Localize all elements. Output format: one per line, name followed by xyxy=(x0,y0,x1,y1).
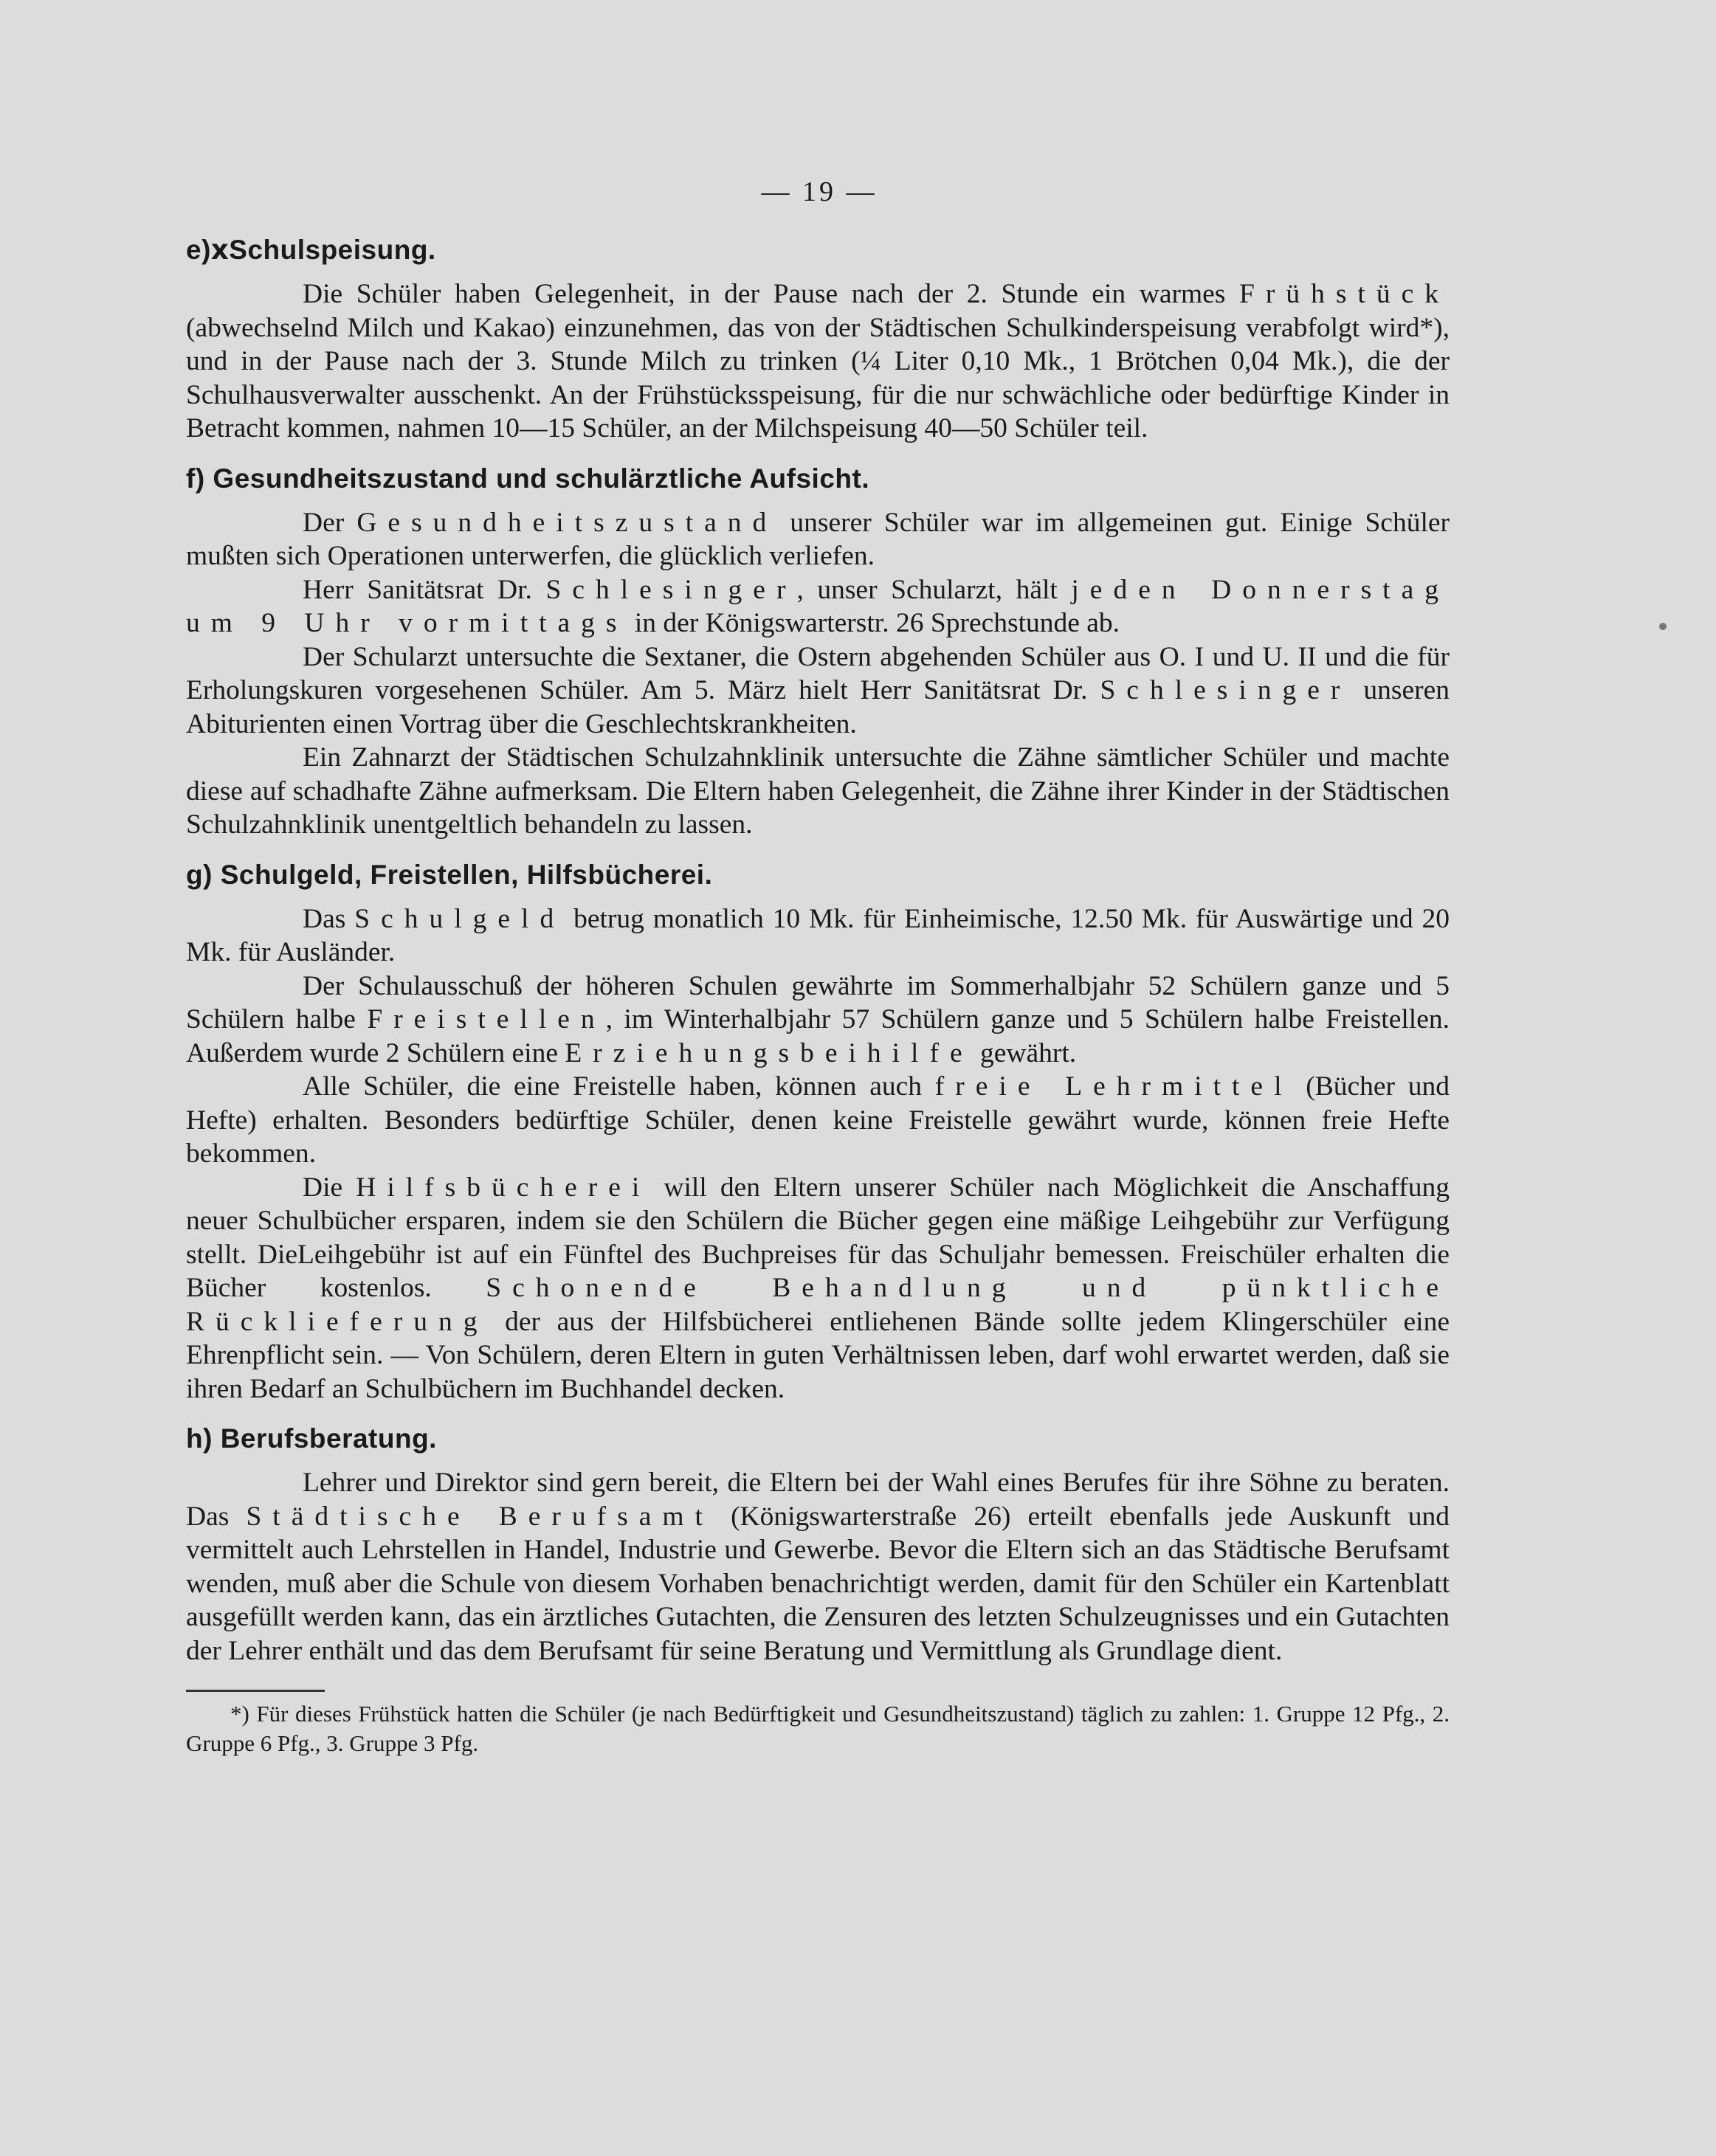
paragraph: Der Schulausschuß der höheren Schulen gewährte im Sommerhalbjahr 52 Schülern ganze und 5 Schülern halbe Freistellen, im Winterhalbjahr 57 Schülern ganze und 5 Schülern halbe Freistellen. Außerdem wurde 2 Schülern eine Erziehungsbeihilfe gewährt. xyxy=(186,970,1450,1068)
section-f xyxy=(186,459,1450,842)
paragraph: Lehrer und Direktor sind gern bereit, die Eltern bei der Wahl eines Berufes für ihre Söhne zu beraten. Das Städtische Berufsamt (Königswarterstraße 26) erteilt ebenfalls jede Auskunft und vermittelt auch Lehrstellen in Handel, Industrie und Gewerbe. Bevor die Eltern sich an das Städtische Berufsamt wenden, muß aber die Schule von diesem Vorhaben benachrichtigt werden, damit für den Schüler ein Kartenblatt ausgefüllt werden kann, das ein ärztliches Gutachten, die Zensuren des letzten Schulzeugnisses und ein Gutachten der Lehrer enthält und das dem Berufsamt für seine Beratung und Vermittlung als Grundlage dient. xyxy=(186,1468,1450,1666)
section-heading: f) Gesundheitszustand und schulärztliche Aufsicht. xyxy=(186,463,870,494)
footnote-rule xyxy=(186,1690,325,1692)
paragraph: Das Schulgeld betrug monatlich 10 Mk. für Einheimische, 12.50 Mk. für Auswärtige und 20 Mk. für Ausländer. xyxy=(186,903,1450,967)
spaced-emphasis: freie Lehrmittel xyxy=(934,1071,1293,1102)
paragraph: Ein Zahnarzt der Städtischen Schulzahnklinik untersuchte die Zähne sämtlicher Schüler und machte diese auf schadhafte Zähne aufmerksam. Die Eltern haben Gelegenheit, die Zähne ihrer Kinder in der Städtischen Schulzahnklinik unentgeltlich behandeln zu lassen. xyxy=(186,742,1450,840)
section-e xyxy=(186,230,1450,446)
footnote: *) Für dieses Frühstück hatten die Schüler (je nach Bedürftigkeit und Gesundheitszustand) täglich zu zahlen: 1. Gruppe 12 Pfg., 2. Gruppe 6 Pfg., 3. Gruppe 3 Pfg. xyxy=(186,1701,1450,1756)
section-heading: h) Berufsberatung. xyxy=(186,1423,437,1454)
spaced-emphasis: jeden Donnerstag um 9 Uhr vormittags xyxy=(186,574,1450,638)
section-heading: g) Schulgeld, Freistellen, Hilfsbücherei. xyxy=(186,859,713,890)
paragraph: Der Gesundheitszustand unserer Schüler war im allgemeinen gut. Einige Schüler mußten sich Operationen unterwerfen, die glücklich verliefen. xyxy=(186,507,1450,571)
spaced-emphasis: Erziehungsbeihilfe xyxy=(565,1037,974,1068)
spaced-emphasis: Schulgeld xyxy=(354,903,565,934)
paragraph: Die Hilfsbücherei will den Eltern unserer Schüler nach Möglichkeit die Anschaffung neuer Schulbücher ersparen, indem sie den Schülern die Bücher gegen eine mäßige Leihgebühr zur Verfügung stellt. DieLeihgebühr ist auf ein Fünftel des Buchpreises für das Schuljahr bemessen. Freischüler erhalten die Bücher kostenlos. Schonende Behandlung und pünktliche Rücklieferung der aus der Hilfsbücherei entliehenen Bände sollte jedem Klingerschüler eine Ehrenpflicht sein. — Von Schülern, deren Eltern in guten Verhältnissen leben, darf wohl erwartet werden, daß sie ihren Bedarf an Schulbüchern im Buchhandel decken. xyxy=(186,1172,1450,1404)
section-paragraphs xyxy=(186,902,1450,1406)
spaced-emphasis: Schonende Behandlung und pünktliche Rücklieferung xyxy=(186,1273,1450,1337)
spaced-emphasis: Hilfsbücherei xyxy=(356,1172,651,1203)
spaced-emphasis: Gesundheitszustand xyxy=(356,507,778,538)
spaced-emphasis: Städtische Berufsamt xyxy=(246,1501,714,1532)
spaced-emphasis: Schlesinger xyxy=(1100,675,1351,705)
speck-mark xyxy=(1659,623,1667,630)
page-content xyxy=(186,230,1450,1758)
page-number: — 19 — xyxy=(761,176,878,207)
section-h xyxy=(186,1419,1450,1668)
section-paragraphs xyxy=(186,277,1450,446)
paragraph: Der Schularzt untersuchte die Sextaner, die Ostern abgehenden Schüler aus O. I und U. II und die für Erholungskuren vorgesehenen Schüler. Am 5. März hielt Herr Sanitätsrat Dr. Schlesinger unseren Abiturienten einen Vortrag über die Geschlechtskrankheiten. xyxy=(186,641,1450,739)
spaced-emphasis: Schlesinger xyxy=(545,574,797,605)
section-paragraphs xyxy=(186,1466,1450,1668)
spaced-emphasis: Freistellen xyxy=(367,1004,606,1034)
paragraph: Herr Sanitätsrat Dr. Schlesinger, unser Schularzt, hält jeden Donnerstag um 9 Uhr vormittags in der Königswarterstr. 26 Sprechstunde ab. xyxy=(186,574,1450,638)
section-heading: e)ⅹSchulspeisung. xyxy=(186,235,436,265)
paragraph: Die Schüler haben Gelegenheit, in der Pause nach der 2. Stunde ein warmes Frühstück (abwechselnd Milch und Kakao) einzunehmen, das von der Städtischen Schulkinderspeisung verabfolgt wird*), und in der Pause nach der 3. Stunde Milch zu trinken (¼ Liter 0,10 Mk., 1 Brötchen 0,04 Mk.), die der Schulhausverwalter ausschenkt. An der Frühstücksspeisung, für die nur schwächliche oder bedürftige Kinder in Betracht kommen, nahmen 10—15 Schüler, an der Milchspeisung 40—50 Schüler teil. xyxy=(186,279,1450,443)
section-paragraphs xyxy=(186,506,1450,842)
spaced-emphasis: Frühstück xyxy=(1239,279,1450,309)
paragraph: Alle Schüler, die eine Freistelle haben, können auch freie Lehrmittel (Bücher und Hefte) erhalten. Besonders bedürftige Schüler, denen keine Freistelle gewährt wurde, können freie Hefte bekommen. xyxy=(186,1071,1450,1169)
section-g xyxy=(186,855,1450,1406)
